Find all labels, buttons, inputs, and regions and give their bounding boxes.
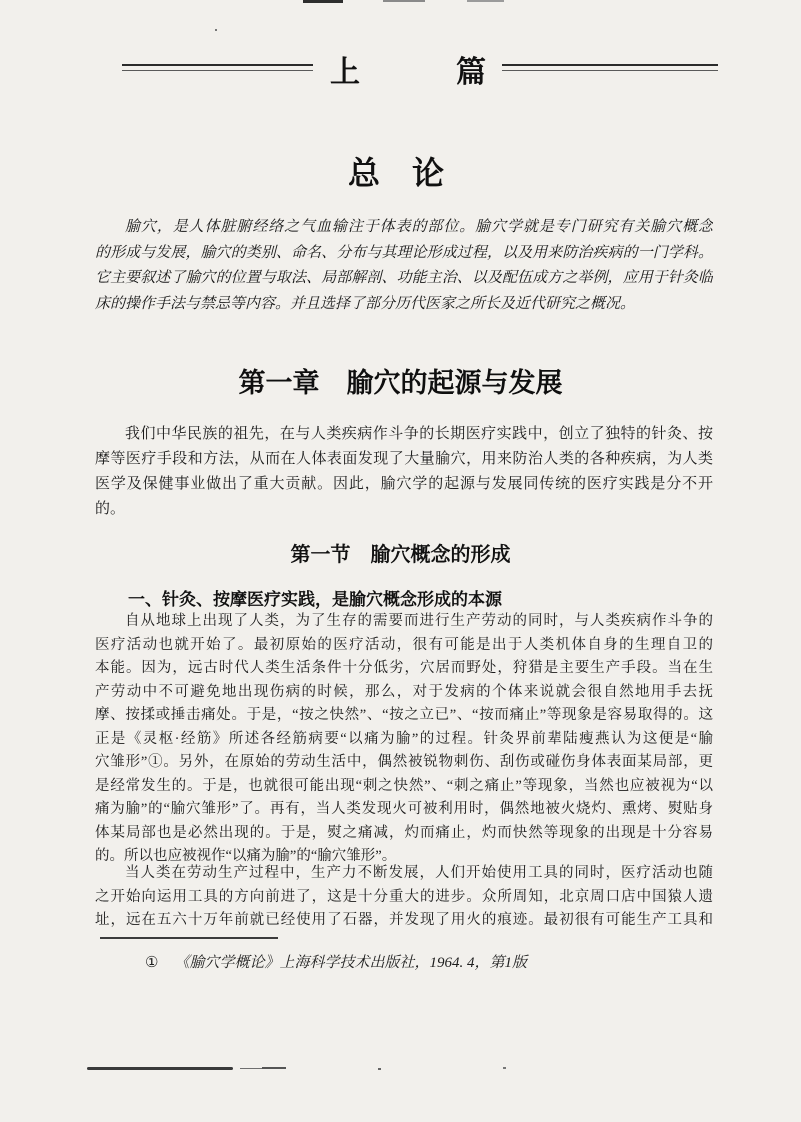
text-line: 我们中华民族的祖先，在与人类疾病作斗争的长期医疗实践中，创立了独特的针灸、按 bbox=[125, 426, 713, 442]
scan-artifact bbox=[378, 1068, 381, 1070]
scan-artifact bbox=[87, 1067, 233, 1070]
text-line: 址，远在五六十万年前就已经使用了石器，并发现了用火的痕迹。最初很有可能生产工具和 bbox=[95, 912, 713, 928]
text-line: 自从地球上出现了人类，为了生存的需要而进行生产劳动的同时，与人类疾病作斗争的 bbox=[125, 613, 713, 629]
text-line: 当人类在劳动生产过程中，生产力不断发展，人们开始使用工具的同时，医疗活动也随 bbox=[125, 865, 713, 881]
scan-artifact bbox=[467, 0, 504, 2]
text-line: 摩、按揉或捶击痛处。于是，“按之快然”、“按之立已”、“按而痛止”等现象是容易取得的。这 bbox=[95, 707, 713, 723]
text-line: 产劳动中不可避免地出现伤病的时候，那么，对于发病的个体来说就会很自然地用手去抚 bbox=[95, 683, 713, 700]
main-title: 总论 bbox=[348, 155, 477, 191]
text-line: 体某局部也是必然出现的。于是，熨之痛减，灼而痛止，灼而快然等现象的出现是十分容易 bbox=[95, 824, 713, 841]
decorative-rule-left bbox=[122, 64, 313, 71]
scan-artifact bbox=[215, 29, 217, 31]
text-line: 之开始向运用工具的方向前进了，这是十分重大的进步。众所周知，北京周口店中国猿人遗 bbox=[95, 888, 713, 905]
footnote-marker: ① bbox=[145, 955, 159, 971]
section-title: 第一节 腧穴概念的形成 bbox=[290, 544, 511, 566]
text-line: 本能。因为，远古时代人类生活条件十分低劣，穴居而野处，狩猎是主要生产手段。当在生 bbox=[95, 660, 713, 676]
intro-paragraph bbox=[95, 215, 713, 317]
text-line: 腧穴，是人体脏腑经络之气血输注于体表的部位。腧穴学就是专门研究有关腧穴概念 bbox=[125, 219, 713, 235]
text-line: 的。 bbox=[95, 501, 126, 517]
footnote-divider bbox=[100, 937, 278, 939]
scan-artifact bbox=[503, 1067, 506, 1069]
chapter-paragraph bbox=[95, 422, 713, 522]
scan-artifact bbox=[240, 1068, 262, 1069]
section-paragraph-1 bbox=[95, 610, 713, 869]
decorative-rule-right bbox=[502, 64, 718, 71]
text-line: 正是《灵枢·经筋》所述各经筋病要“以痛为腧”的过程。针灸界前辈陆瘦燕认为这便是“腧 bbox=[95, 730, 713, 747]
text-line: 床的操作手法与禁忌等内容。并且选择了部分历代医家之所长及近代研究之概况。 bbox=[95, 295, 636, 312]
text-line: 摩等医疗手段和方法，从而在人体表面发现了大量腧穴，用来防治人类的各种疾病，为人类 bbox=[95, 451, 713, 467]
footnote-text: 《腧穴学概论》上海科学技术出版社，1964. 4，第1版 bbox=[174, 955, 527, 971]
text-line: 是经常发生的。于是，也就很可能出现“刺之快然”、“刺之痛止”等现象，当然也应被视为“以 bbox=[95, 777, 713, 794]
footnote bbox=[145, 951, 625, 972]
text-line: 医疗活动也就开始了。最初原始的医疗活动，很有可能是出于人类机体自身的生理自卫的 bbox=[95, 636, 713, 653]
section-paragraph-2 bbox=[95, 862, 713, 933]
scan-artifact bbox=[303, 0, 343, 3]
subsection-title: 一、针灸、按摩医疗实践，是腧穴概念形成的本源 bbox=[128, 590, 502, 609]
text-line: 的。所以也应被视作“以痛为腧”的“腧穴雏形”。 bbox=[95, 848, 397, 864]
text-line: 痛为腧”的“腧穴雏形”了。再有，当人类发现火可被利用时，偶然地被火烧灼、熏烤、熨贴身 bbox=[95, 801, 713, 817]
text-line: 医学及保健事业做出了重大贡献。因此，腧穴学的起源与发展同传统的医疗实践是分不开 bbox=[95, 476, 713, 492]
text-line: 穴雏形”①。另外，在原始的劳动生活中，偶然被锐物刺伤、刮伤或碰伤身体表面某局部，更 bbox=[95, 754, 713, 770]
text-line: 它主要叙述了腧穴的位置与取法、局部解剖、功能主治、以及配伍成方之举例，应用于针灸临 bbox=[95, 270, 713, 286]
text-line: 的形成与发展，腧穴的类别、命名、分布与其理论形成过程，以及用来防治疾病的一门学科。 bbox=[95, 244, 713, 261]
chapter-title: 第一章 腧穴的起源与发展 bbox=[238, 368, 563, 398]
scan-artifact bbox=[383, 0, 425, 2]
part-title: 上篇 bbox=[330, 56, 582, 89]
scan-artifact bbox=[262, 1067, 286, 1069]
